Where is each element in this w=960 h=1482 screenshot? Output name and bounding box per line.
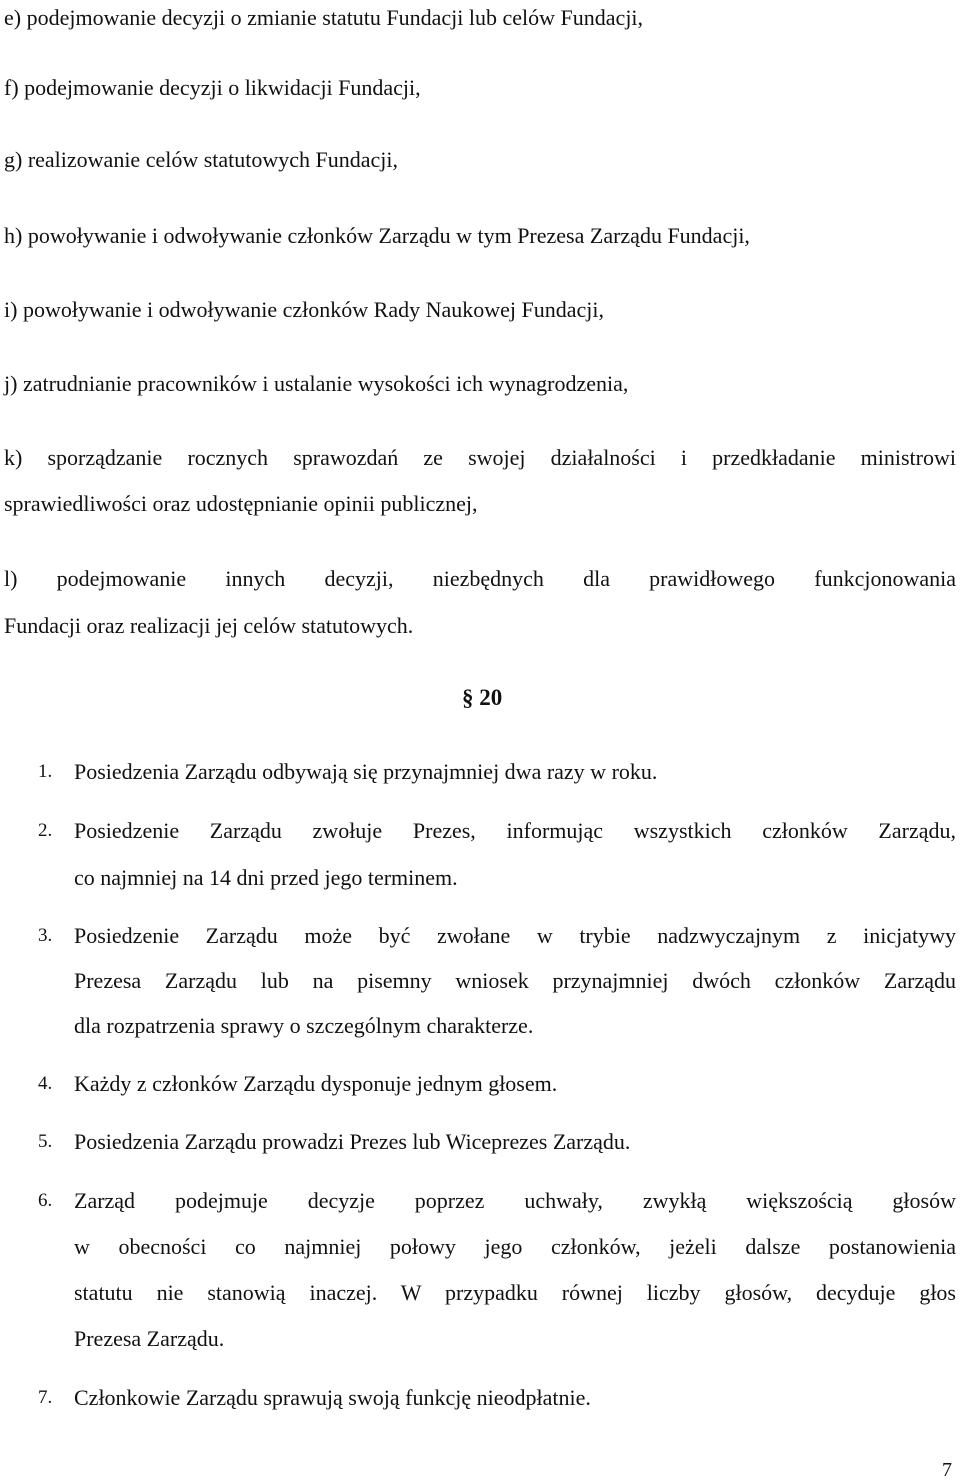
paragraph-number: 3. [38,925,53,946]
paragraph-text: Zarząd podejmuje decyzje poprzez uchwały, zwykłą większością głosów [74,1188,956,1213]
paragraph-text: Członkowie Zarządu sprawują swoją funkcję nieodpłatnie. [74,1385,591,1410]
paragraph-text: statutu nie stanowią inaczej. W przypadku równej liczby głosów, decyduje głos [74,1280,956,1305]
list-item-g: g) realizowanie celów statutowych Fundacji, [4,147,399,172]
list-item-l-line-1: l) podejmowanie innych decyzji, niezbędnych dla prawidłowego funkcjonowania [4,566,956,591]
list-item-k-line-1: k) sporządzanie rocznych sprawozdań ze swojej działalności i przedkładanie ministrowi [4,445,956,470]
list-item-k-line-2: sprawiedliwości oraz udostępnianie opinii publicznej, [4,491,478,516]
list-item-f: f) podejmowanie decyzji o likwidacji Fundacji, [4,75,421,100]
page-number: 7 [942,1459,952,1481]
paragraph-number: 7. [38,1387,53,1408]
paragraph-text: Prezesa Zarządu lub na pisemny wniosek przynajmniej dwóch członków Zarządu [74,968,956,993]
paragraph-text: Posiedzenie Zarządu może być zwołane w trybie nadzwyczajnym z inicjatywy [74,923,956,948]
paragraph-number: 2. [38,820,53,841]
list-item-j: j) zatrudnianie pracowników i ustalanie wysokości ich wynagrodzenia, [4,371,629,396]
paragraph-number: 4. [38,1073,53,1094]
paragraph-text: co najmniej na 14 dni przed jego terminem. [74,865,458,890]
list-item-l-line-2: Fundacji oraz realizacji jej celów statutowych. [4,613,414,638]
paragraph-number: 1. [38,761,53,782]
list-item-h: h) powoływanie i odwoływanie członków Zarządu w tym Prezesa Zarządu Fundacji, [4,223,750,248]
paragraph-number: 5. [38,1131,53,1152]
paragraph-text: w obecności co najmniej połowy jego członków, jeżeli dalsze postanowienia [74,1234,956,1259]
paragraph-text: Posiedzenie Zarządu zwołuje Prezes, informując wszystkich członków Zarządu, [74,818,956,843]
paragraph-text: Posiedzenia Zarządu odbywają się przynajmniej dwa razy w roku. [74,759,658,784]
paragraph-text: dla rozpatrzenia sprawy o szczególnym charakterze. [74,1013,534,1038]
paragraph-number: 6. [38,1190,53,1211]
paragraph-text: Posiedzenia Zarządu prowadzi Prezes lub Wiceprezes Zarządu. [74,1129,631,1154]
list-item-i: i) powoływanie i odwoływanie członków Rady Naukowej Fundacji, [4,297,604,322]
paragraph-text: Prezesa Zarządu. [74,1326,225,1351]
paragraph-text: Każdy z członków Zarządu dysponuje jednym głosem. [74,1071,558,1096]
list-item-e: e) podejmowanie decyzji o zmianie statutu Fundacji lub celów Fundacji, [4,5,644,30]
section-heading: § 20 [462,685,503,710]
